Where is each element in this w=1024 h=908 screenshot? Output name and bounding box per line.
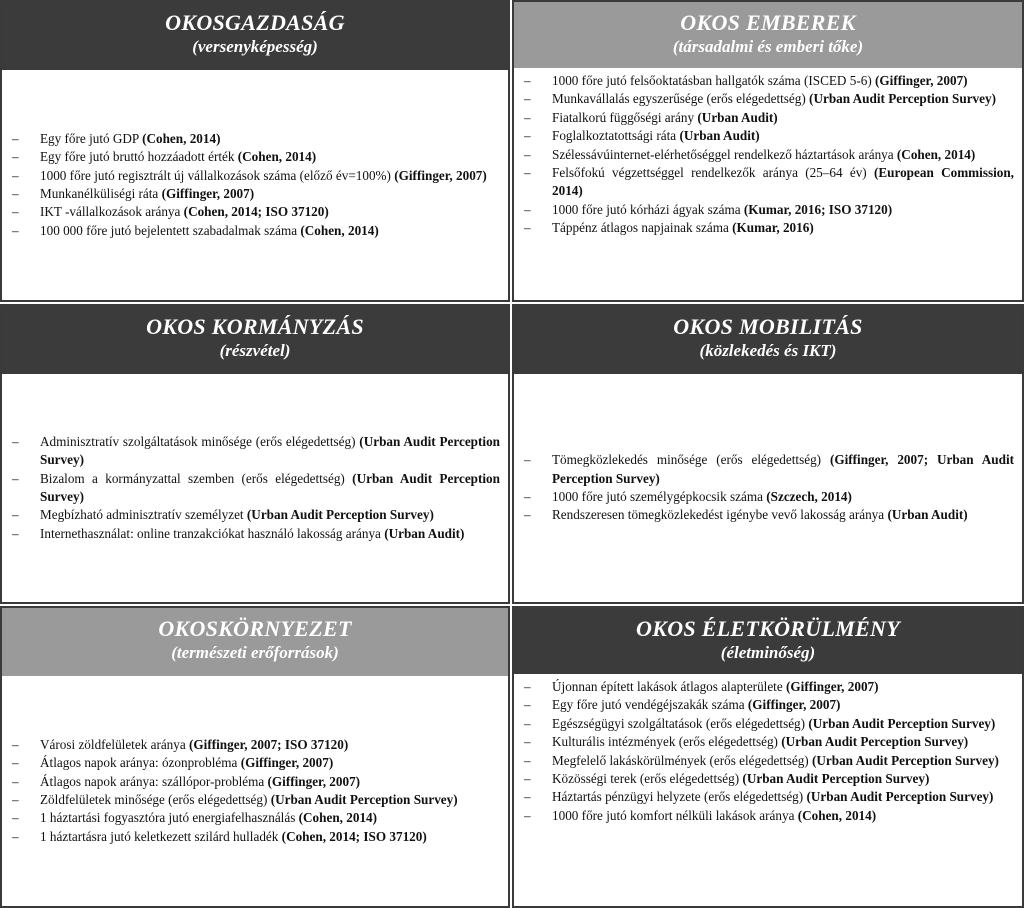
bullet-dash: –	[524, 771, 531, 787]
bullet-dash: –	[12, 792, 19, 807]
indicator-source: (Urban Audit)	[697, 109, 778, 125]
list-item	[12, 167, 500, 185]
bullet-dash: –	[12, 130, 19, 146]
list-item	[12, 754, 500, 772]
list-item	[524, 733, 1014, 751]
bullet-dash: –	[524, 789, 531, 805]
indicator-list	[514, 72, 1022, 238]
bullet-dash: –	[524, 752, 531, 768]
panel-body	[514, 72, 1022, 300]
list-item	[12, 185, 500, 203]
indicator-text: Tömegközlekedés minősége (erős elégedettség)	[552, 452, 830, 468]
list-item	[524, 715, 1014, 733]
indicator-text: 1000 főre jutó felsőoktatásban hallgatók száma (ISCED 5-6)	[552, 73, 876, 88]
bullet-dash: –	[12, 755, 19, 771]
bullet-dash: –	[524, 91, 531, 107]
bullet-dash: –	[12, 525, 19, 541]
indicator-source: (Cohen, 2014; ISO 37120)	[281, 828, 427, 844]
panel-subtitle: (társadalmi és emberi tőke)	[672, 37, 864, 56]
panel-title: OKOSGAZDASÁG	[165, 10, 345, 35]
panel-body	[2, 676, 508, 906]
indicator-list	[514, 451, 1022, 525]
bullet-dash: –	[12, 433, 19, 449]
indicator-source: (Urban Audit)	[679, 128, 760, 144]
indicator-source: (Giffinger, 2007)	[240, 755, 334, 771]
list-item	[524, 72, 1014, 90]
panel-body	[2, 70, 508, 300]
bullet-dash: –	[12, 810, 19, 826]
indicator-text: Háztartás pénzügyi helyzete (erős elégedettség)	[552, 789, 807, 805]
indicator-text: 1000 főre jutó regisztrált új vállalkozások száma (előző év=100%)	[40, 167, 395, 183]
bullet-dash: –	[524, 489, 531, 504]
indicator-source: (Giffinger, 2007)	[267, 773, 361, 789]
list-item	[12, 222, 500, 240]
indicator-source: (Urban Audit)	[887, 507, 968, 523]
list-item	[524, 146, 1014, 164]
indicator-source: (Urban Audit Perception Survey)	[808, 715, 996, 731]
indicator-source: (Giffinger, 2007)	[786, 679, 879, 694]
bullet-dash: –	[524, 220, 531, 236]
indicator-text: Munkavállalás egyszerűsége (erős elégedettség)	[552, 91, 810, 107]
bullet-dash: –	[524, 507, 531, 523]
indicator-text: Városi zöldfelületek aránya	[40, 736, 190, 752]
indicator-text: Egy főre jutó vendégéjszakák száma	[552, 697, 748, 713]
list-item	[524, 506, 1014, 524]
list-item	[524, 90, 1014, 108]
panel-title: OKOS MOBILITÁS	[673, 314, 863, 339]
list-item	[12, 525, 500, 543]
indicator-text: 1 háztartásra jutó keletkezett szilárd hulladék	[40, 828, 282, 844]
bullet-dash: –	[524, 73, 531, 88]
panel-title: OKOS KORMÁNYZÁS	[146, 314, 364, 339]
indicator-text: Megbízható adminisztratív személyzet	[40, 507, 247, 523]
panel-subtitle: (közlekedés és IKT)	[699, 341, 837, 360]
list-item	[12, 828, 500, 846]
indicator-source: (Urban Audit Perception Survey)	[742, 771, 930, 787]
indicator-source: (Giffinger, 2007; ISO 37120)	[189, 736, 349, 752]
indicator-text: Rendszeresen tömegközlekedést igénybe vevő lakosság aránya	[552, 507, 888, 523]
bullet-dash: –	[12, 204, 19, 220]
indicator-text: Foglalkoztatottsági ráta	[552, 128, 680, 144]
indicator-text: Szélessávúinternet-elérhetőséggel rendelkező háztartások aránya	[552, 146, 897, 162]
panel-subtitle: (természeti erőforrások)	[171, 643, 339, 662]
list-item	[524, 678, 1014, 696]
indicator-text: Zöldfelületek minősége (erős elégedettség)	[40, 792, 271, 807]
indicator-source: (Urban Audit Perception Survey)	[270, 792, 458, 807]
panel-subtitle: (versenyképesség)	[192, 37, 318, 56]
bullet-dash: –	[12, 470, 19, 486]
indicator-source: (Giffinger, 2007)	[394, 167, 487, 183]
indicator-text: 1000 főre jutó komfort nélküli lakások aránya	[552, 807, 798, 823]
indicator-source: (Urban Audit Perception Survey)	[781, 734, 969, 750]
indicator-source: (Urban Audit Perception Survey)	[40, 470, 500, 504]
indicator-source: (Cohen, 2014)	[300, 222, 379, 238]
indicator-source: (Urban Audit)	[384, 525, 465, 541]
indicator-source: (Cohen, 2014)	[797, 807, 877, 823]
indicator-text: 1000 főre jutó kórházi ágyak száma	[552, 201, 744, 217]
indicator-text: Megfelelő lakáskörülmények (erős elégedettség)	[552, 752, 812, 768]
bullet-dash: –	[524, 128, 531, 144]
panel-okos-eletkorulmeny	[512, 606, 1024, 908]
panel-title: OKOS EMBEREK	[680, 10, 856, 35]
bullet-dash: –	[524, 679, 531, 694]
indicator-text: Táppénz átlagos napjainak száma	[552, 220, 733, 236]
indicator-source: (Giffinger, 2007)	[875, 73, 968, 88]
bullet-dash: –	[524, 697, 531, 713]
bullet-dash: –	[524, 452, 531, 468]
list-item	[12, 506, 500, 524]
indicator-text: Munkanélküliségi ráta	[40, 186, 162, 201]
bullet-dash: –	[12, 149, 19, 165]
bullet-dash: –	[524, 201, 531, 217]
indicator-text: 100 000 főre jutó bejelentett szabadalmak száma	[40, 222, 301, 238]
indicator-text: Bizalom a kormányzattal szemben (erős elégedettség)	[40, 470, 353, 486]
indicator-text: Átlagos napok aránya: ózonprobléma	[40, 755, 241, 771]
panel-okosgazdasag	[0, 0, 510, 302]
indicator-source: (Giffinger, 2007)	[161, 186, 255, 201]
indicator-source: (Szczech, 2014)	[766, 489, 852, 504]
indicator-source: (Urban Audit Perception Survey)	[811, 752, 999, 768]
list-item	[12, 736, 500, 754]
bullet-dash: –	[12, 507, 19, 523]
indicator-text: Adminisztratív szolgáltatások minősége (erős elégedettség)	[40, 433, 360, 449]
indicator-list	[2, 130, 508, 240]
indicator-source: (Cohen, 2014)	[237, 149, 317, 165]
panel-okos-kormanyzas	[0, 304, 510, 604]
indicator-source: (Cohen, 2014)	[298, 810, 378, 826]
bullet-dash: –	[12, 736, 19, 752]
list-item	[12, 203, 500, 221]
bullet-dash: –	[12, 828, 19, 844]
indicator-source: (Cohen, 2014)	[142, 130, 221, 146]
list-item	[524, 201, 1014, 219]
panel-body	[514, 678, 1022, 906]
indicator-text: Egy főre jutó bruttó hozzáadott érték	[40, 149, 238, 165]
list-item	[12, 809, 500, 827]
indicator-list	[2, 433, 508, 543]
list-item	[12, 470, 500, 507]
bullet-dash: –	[12, 167, 19, 183]
list-item	[524, 770, 1014, 788]
indicator-text: Közösségi terek (erős elégedettség)	[552, 771, 743, 787]
indicator-source: (Kumar, 2016)	[732, 220, 814, 236]
indicator-text: IKT -vállalkozások aránya	[40, 204, 184, 220]
indicator-source: (Giffinger, 2007)	[747, 697, 841, 713]
indicator-text: Felsőfokú végzettséggel rendelkezők aránya (25–64 év)	[552, 165, 874, 181]
list-item	[12, 130, 500, 148]
list-item	[524, 752, 1014, 770]
indicator-source: (Urban Audit Perception Survey)	[40, 433, 500, 468]
indicator-text: Egészségügyi szolgáltatások (erős elégedettség)	[552, 715, 809, 731]
panel-okoskornyezet	[0, 606, 510, 908]
indicator-text: Átlagos napok aránya: szállópor-probléma	[40, 773, 268, 789]
list-item	[524, 451, 1014, 488]
panel-header	[2, 608, 508, 676]
panel-subtitle: (életminőség)	[720, 643, 816, 662]
bullet-dash: –	[524, 734, 531, 750]
list-item	[524, 807, 1014, 825]
bullet-dash: –	[524, 807, 531, 823]
panel-header	[514, 608, 1022, 674]
list-item	[524, 219, 1014, 237]
list-item	[524, 109, 1014, 127]
list-item	[12, 433, 500, 470]
panel-title: OKOS ÉLETKÖRÜLMÉNY	[636, 616, 900, 641]
indicator-source: (Urban Audit Perception Survey)	[806, 789, 994, 805]
indicator-source: (Cohen, 2014)	[896, 146, 976, 162]
bullet-dash: –	[12, 186, 19, 201]
bullet-dash: –	[12, 222, 19, 238]
bullet-dash: –	[524, 146, 531, 162]
panel-header	[2, 2, 508, 70]
panel-title: OKOSKÖRNYEZET	[158, 616, 352, 641]
panel-header	[2, 306, 508, 374]
indicator-list	[514, 678, 1022, 825]
panel-okos-mobilitas	[512, 304, 1024, 604]
indicator-text: 1000 főre jutó személygépkocsik száma	[552, 489, 767, 504]
bullet-dash: –	[12, 773, 19, 789]
panel-header	[514, 2, 1022, 68]
indicator-source: (Kumar, 2016; ISO 37120)	[743, 201, 893, 217]
panel-okos-emberek	[512, 0, 1024, 302]
list-item	[524, 164, 1014, 201]
indicator-text: Kulturális intézmények (erős elégedettség)	[552, 734, 782, 750]
panel-body	[514, 374, 1022, 602]
indicator-list	[2, 736, 508, 846]
list-item	[524, 696, 1014, 714]
bullet-dash: –	[524, 165, 531, 181]
panel-body	[2, 374, 508, 602]
indicator-source: (Urban Audit Perception Survey)	[809, 91, 996, 107]
bullet-dash: –	[524, 715, 531, 731]
indicator-source: (European Commission, 2014)	[552, 165, 1014, 199]
list-item	[524, 488, 1014, 506]
list-item	[12, 773, 500, 791]
indicator-source: (Urban Audit Perception Survey)	[246, 507, 434, 523]
indicator-text: Fiatalkorú függőségi arány	[552, 109, 698, 125]
list-item	[524, 127, 1014, 145]
indicator-text: Egy főre jutó GDP	[40, 130, 143, 146]
panel-subtitle: (részvétel)	[219, 341, 291, 360]
indicator-text: 1 háztartási fogyasztóra jutó energiafelhasználás	[40, 810, 299, 826]
indicator-source: (Giffinger, 2007; Urban Audit Perception Survey)	[552, 452, 1015, 486]
list-item	[12, 791, 500, 809]
panel-header	[514, 306, 1022, 374]
list-item	[12, 148, 500, 166]
bullet-dash: –	[524, 109, 531, 125]
indicator-source: (Cohen, 2014; ISO 37120)	[183, 204, 329, 220]
list-item	[524, 788, 1014, 806]
indicator-text: Internethasználat: online tranzakciókat használó lakosság aránya	[40, 525, 385, 541]
indicator-text: Újonnan épített lakások átlagos alapterülete	[552, 679, 786, 694]
